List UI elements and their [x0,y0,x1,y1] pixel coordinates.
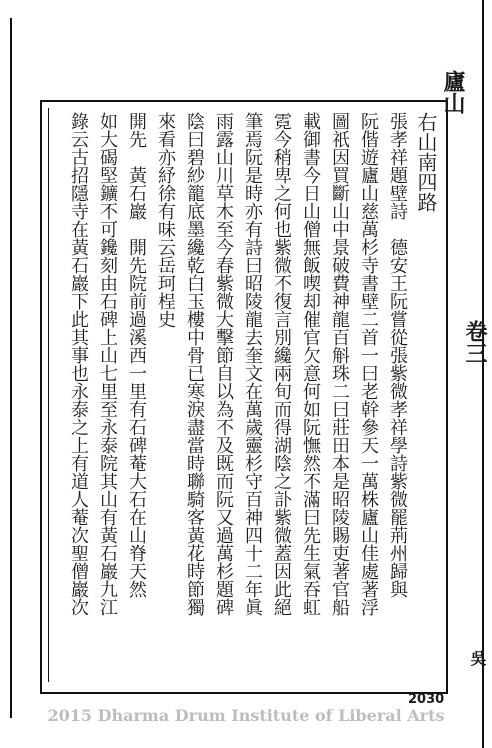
footer-watermark: 2015 Dharma Drum Institute of Liberal Arts [47,706,445,725]
text-column: 雨露山川草木至今春紫微大擊節自以為不及既而阮又過萬杉題碑 [213,112,234,616]
frame-inner-line [48,108,49,682]
page-number: 2030 [408,692,445,707]
text-column: 載御書今日山僧無飯喫却催官欠意何如阮憮然不滿曰先生氣吞虹 [300,112,321,616]
text-column: 霓今稍卑之何也紫微不復言別纔兩旬而得湖陰之訃紫微蓋因此絕 [271,112,292,616]
text-column: 右山南四路 [414,112,438,212]
text-column: 圖祇因買斷山中景破費神龍百斛珠二曰莊田本是昭陵賜吏著官船 [329,112,350,616]
text-column: 筆焉阮是時亦有詩曰昭陵龍去奎文在萬歲靈杉守百神四十二年眞 [242,112,263,616]
text-column: 錄云古招隱寺在黃石巖下此其事也永泰之上有道人菴次聖僧巖次 [68,112,89,616]
page-right-edge [482,0,484,748]
text-column: 陰曰碧紗籠底墨纔乾白玉樓中骨已寒淚盡當時聯騎客黃花時節獨 [184,112,205,616]
side-mark: 吳 [468,650,487,666]
text-column: 張孝祥題壁詩 德安王阮嘗從張紫微孝祥學詩紫微罷荊州歸與 [387,112,408,598]
volume-label: 卷三 [462,320,488,364]
text-column: 開先 黃石巖 開先院前過溪西一里有石碑菴大石在山脊天然 [126,112,147,598]
page-left-edge [10,18,12,718]
text-column: 來看亦紓徐有味云岳珂桯史 [155,112,176,328]
text-column: 阮偕遊廬山慈萬杉寺書壁二首一曰老幹參天一萬株廬山佳處著浮 [358,112,379,616]
running-title: 廬山 [440,70,466,114]
text-column: 如大碣堅鑛不可鑱刻由石碑上山七里至永泰院其山有黃石巖九江 [97,112,118,616]
